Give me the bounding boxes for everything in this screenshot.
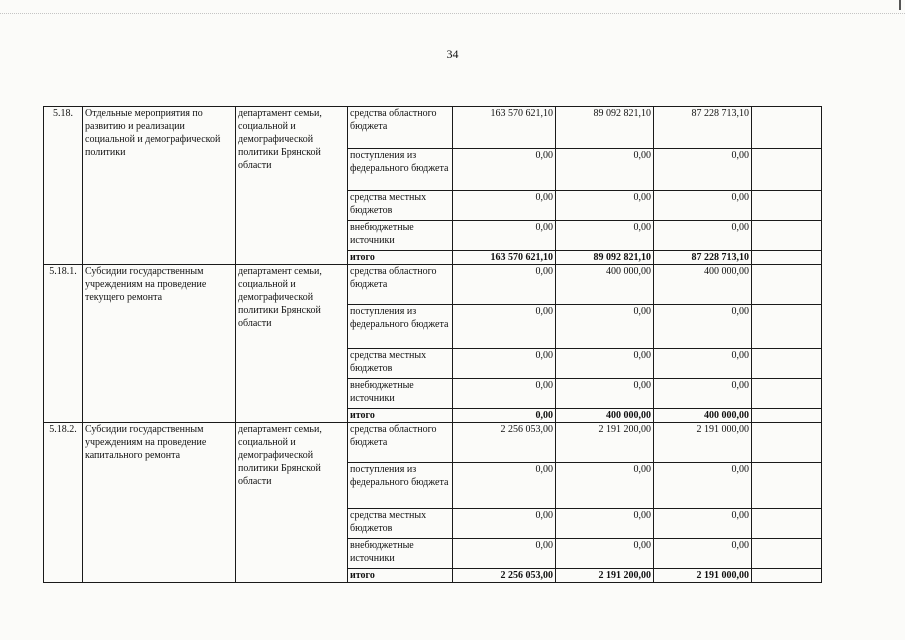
funding-source-label: внебюджетные источники <box>348 539 453 569</box>
amount-year-2: 400 000,00 <box>556 265 654 305</box>
empty-cell <box>752 149 822 191</box>
amount-year-3: 2 191 000,00 <box>654 423 752 463</box>
amount-year-3: 0,00 <box>654 191 752 221</box>
amount-year-1: 2 256 053,00 <box>453 423 556 463</box>
amount-year-1: 0,00 <box>453 349 556 379</box>
amount-year-3: 0,00 <box>654 509 752 539</box>
item-number: 5.18. <box>44 107 83 265</box>
empty-cell <box>752 305 822 349</box>
amount-year-2: 89 092 821,10 <box>556 107 654 149</box>
funding-source-label: внебюджетные источники <box>348 221 453 251</box>
table-row <box>44 107 822 149</box>
budget-table <box>43 106 822 583</box>
funding-source-label: средства местных бюджетов <box>348 349 453 379</box>
empty-cell <box>752 423 822 463</box>
amount-year-3: 0,00 <box>654 305 752 349</box>
page-number: 34 <box>446 47 459 61</box>
empty-cell <box>752 251 822 265</box>
table-row <box>44 265 822 305</box>
amount-year-3: 87 228 713,10 <box>654 251 752 265</box>
total-label: итого <box>348 569 453 583</box>
empty-cell <box>752 509 822 539</box>
amount-year-3: 0,00 <box>654 349 752 379</box>
total-label: итого <box>348 251 453 265</box>
amount-year-3: 400 000,00 <box>654 265 752 305</box>
funding-source-label: средства местных бюджетов <box>348 191 453 221</box>
empty-cell <box>752 379 822 409</box>
funding-source-label: средства областного бюджета <box>348 265 453 305</box>
amount-year-3: 0,00 <box>654 221 752 251</box>
item-executor: департамент семьи, социальной и демографической политики Брянской области <box>236 265 348 423</box>
empty-cell <box>752 107 822 149</box>
amount-year-2: 2 191 200,00 <box>556 423 654 463</box>
empty-cell <box>752 569 822 583</box>
funding-source-label: поступления из федерального бюджета <box>348 149 453 191</box>
amount-year-2: 0,00 <box>556 349 654 379</box>
amount-year-2: 0,00 <box>556 221 654 251</box>
amount-year-1: 0,00 <box>453 379 556 409</box>
item-number: 5.18.1. <box>44 265 83 423</box>
item-executor: департамент семьи, социальной и демографической политики Брянской области <box>236 423 348 583</box>
empty-cell <box>752 409 822 423</box>
amount-year-2: 0,00 <box>556 191 654 221</box>
scan-artifact-line <box>0 13 905 14</box>
funding-source-label: средства местных бюджетов <box>348 509 453 539</box>
item-executor: департамент семьи, социальной и демографической политики Брянской области <box>236 107 348 265</box>
amount-year-3: 0,00 <box>654 463 752 509</box>
amount-year-1: 0,00 <box>453 509 556 539</box>
amount-year-3: 87 228 713,10 <box>654 107 752 149</box>
amount-year-3: 0,00 <box>654 379 752 409</box>
item-name: Субсидии государственным учреждениям на проведение капитального ремонта <box>83 423 236 583</box>
amount-year-2: 89 092 821,10 <box>556 251 654 265</box>
empty-cell <box>752 221 822 251</box>
amount-year-1: 0,00 <box>453 305 556 349</box>
amount-year-1: 0,00 <box>453 409 556 423</box>
table-row <box>44 423 822 463</box>
amount-year-3: 0,00 <box>654 539 752 569</box>
amount-year-1: 2 256 053,00 <box>453 569 556 583</box>
item-number: 5.18.2. <box>44 423 83 583</box>
amount-year-1: 0,00 <box>453 539 556 569</box>
amount-year-3: 400 000,00 <box>654 409 752 423</box>
amount-year-1: 0,00 <box>453 221 556 251</box>
amount-year-2: 0,00 <box>556 379 654 409</box>
item-name: Отдельные мероприятия по развитию и реализации социальной и демографической политики <box>83 107 236 265</box>
funding-source-label: поступления из федерального бюджета <box>348 463 453 509</box>
item-name: Субсидии государственным учреждениям на проведение текущего ремонта <box>83 265 236 423</box>
empty-cell <box>752 463 822 509</box>
funding-source-label: поступления из федерального бюджета <box>348 305 453 349</box>
amount-year-2: 0,00 <box>556 149 654 191</box>
funding-source-label: средства областного бюджета <box>348 423 453 463</box>
amount-year-1: 163 570 621,10 <box>453 251 556 265</box>
amount-year-1: 0,00 <box>453 149 556 191</box>
amount-year-3: 2 191 000,00 <box>654 569 752 583</box>
amount-year-3: 0,00 <box>654 149 752 191</box>
amount-year-2: 0,00 <box>556 305 654 349</box>
amount-year-2: 0,00 <box>556 463 654 509</box>
total-label: итого <box>348 409 453 423</box>
amount-year-2: 2 191 200,00 <box>556 569 654 583</box>
funding-source-label: средства областного бюджета <box>348 107 453 149</box>
amount-year-1: 0,00 <box>453 265 556 305</box>
amount-year-2: 400 000,00 <box>556 409 654 423</box>
amount-year-2: 0,00 <box>556 539 654 569</box>
amount-year-1: 0,00 <box>453 191 556 221</box>
amount-year-1: 163 570 621,10 <box>453 107 556 149</box>
empty-cell <box>752 349 822 379</box>
empty-cell <box>752 265 822 305</box>
amount-year-2: 0,00 <box>556 509 654 539</box>
scan-edge-mark <box>899 0 901 10</box>
empty-cell <box>752 539 822 569</box>
amount-year-1: 0,00 <box>453 463 556 509</box>
empty-cell <box>752 191 822 221</box>
funding-source-label: внебюджетные источники <box>348 379 453 409</box>
